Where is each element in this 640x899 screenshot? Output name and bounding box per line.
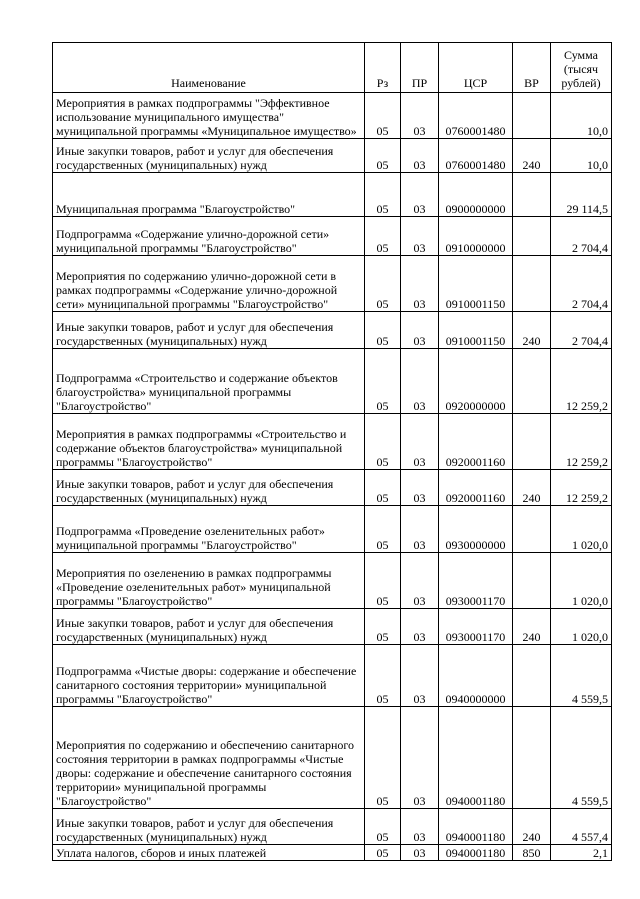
row-pr: 03 [401,609,439,645]
row-sum: 12 259,2 [551,349,612,414]
row-vr: 240 [513,809,551,845]
row-rz: 05 [365,609,401,645]
row-vr [513,645,551,707]
row-vr [513,217,551,256]
row-rz: 05 [365,217,401,256]
row-csr: 0940000000 [439,645,513,707]
row-rz: 05 [365,809,401,845]
row-pr: 03 [401,553,439,609]
row-sum: 2 704,4 [551,217,612,256]
row-rz: 05 [365,845,401,861]
row-sum: 12 259,2 [551,470,612,506]
table-row [53,414,612,470]
row-name: Мероприятия по озеленению в рамках подпрограммы «Проведение озеленительных работ» муниципальной программы "Благоустройство" [53,553,365,609]
row-name: Муниципальная программа "Благоустройство" [53,173,365,217]
row-sum: 2 704,4 [551,312,612,349]
row-rz: 05 [365,312,401,349]
row-rz: 05 [365,470,401,506]
table-row [53,553,612,609]
table-row [53,645,612,707]
row-name: Уплата налогов, сборов и иных платежей [53,845,365,861]
table-row [53,217,612,256]
row-csr: 0920001160 [439,414,513,470]
table-row [53,707,612,809]
row-csr: 0910000000 [439,217,513,256]
row-pr: 03 [401,845,439,861]
row-csr: 0910001150 [439,312,513,349]
row-rz: 05 [365,506,401,553]
row-vr: 240 [513,312,551,349]
table-row [53,256,612,312]
row-sum: 1 020,0 [551,609,612,645]
row-pr: 03 [401,173,439,217]
row-csr: 0760001480 [439,139,513,173]
row-rz: 05 [365,256,401,312]
budget-table [52,42,612,861]
row-csr: 0900000000 [439,173,513,217]
row-name: Подпрограмма «Чистые дворы: содержание и обеспечение санитарного состояния территории» муниципальной программы "Благоустройство" [53,645,365,707]
row-csr: 0910001150 [439,256,513,312]
row-csr: 0930001170 [439,553,513,609]
row-csr: 0930001170 [439,609,513,645]
table-row [53,506,612,553]
table-row [53,845,612,861]
row-vr [513,349,551,414]
row-sum: 4 559,5 [551,707,612,809]
row-name: Иные закупки товаров, работ и услуг для обеспечения государственных (муниципальных) нужд [53,470,365,506]
row-rz: 05 [365,645,401,707]
row-pr: 03 [401,256,439,312]
row-vr: 240 [513,139,551,173]
table-row [53,173,612,217]
col-header-vr: ВР [513,43,551,93]
table-row [53,609,612,645]
row-pr: 03 [401,645,439,707]
row-sum: 2 704,4 [551,256,612,312]
row-sum: 12 259,2 [551,414,612,470]
table-row [53,349,612,414]
row-csr: 0940001180 [439,845,513,861]
row-name: Подпрограмма «Строительство и содержание объектов благоустройства» муниципальной программы "Благоустройство" [53,349,365,414]
row-vr [513,553,551,609]
row-rz: 05 [365,173,401,217]
row-sum: 4 559,5 [551,645,612,707]
row-csr: 0920001160 [439,470,513,506]
row-vr [513,256,551,312]
col-header-sum: Сумма (тысяч рублей) [551,43,612,93]
row-csr: 0930000000 [439,506,513,553]
table-row [53,809,612,845]
row-sum: 10,0 [551,93,612,139]
row-rz: 05 [365,414,401,470]
col-header-pr: ПР [401,43,439,93]
row-sum: 29 114,5 [551,173,612,217]
row-name: Иные закупки товаров, работ и услуг для обеспечения государственных (муниципальных) нужд [53,609,365,645]
col-header-csr: ЦСР [439,43,513,93]
row-pr: 03 [401,93,439,139]
row-name: Мероприятия по содержанию улично-дорожной сети в рамках подпрограммы «Содержание улично-дорожной сети» муниципальной программы "Благоустройство" [53,256,365,312]
row-vr: 850 [513,845,551,861]
row-sum: 1 020,0 [551,506,612,553]
row-pr: 03 [401,312,439,349]
row-name: Мероприятия по содержанию и обеспечению санитарного состояния территории в рамках подпрограммы «Чистые дворы: содержание и обеспечение санитарного состояния территории» муниципальной программы "Благоустройство" [53,707,365,809]
header-row [53,43,612,93]
row-sum: 4 557,4 [551,809,612,845]
row-sum: 2,1 [551,845,612,861]
row-csr: 0940001180 [439,707,513,809]
row-csr: 0940001180 [439,809,513,845]
row-pr: 03 [401,217,439,256]
row-vr [513,707,551,809]
row-rz: 05 [365,707,401,809]
col-header-name: Наименование [53,43,365,93]
row-pr: 03 [401,809,439,845]
row-rz: 05 [365,93,401,139]
row-pr: 03 [401,414,439,470]
row-name: Мероприятия в рамках подпрограммы "Эффективное использование муниципального имущества" муниципальной программы «Муниципальное имущество» [53,93,365,139]
table-row [53,139,612,173]
row-csr: 0760001480 [439,93,513,139]
row-rz: 05 [365,553,401,609]
row-csr: 0920000000 [439,349,513,414]
row-rz: 05 [365,139,401,173]
row-name: Иные закупки товаров, работ и услуг для обеспечения государственных (муниципальных) нужд [53,809,365,845]
row-vr [513,414,551,470]
row-name: Мероприятия в рамках подпрограммы «Строительство и содержание объектов благоустройства» муниципальной программы "Благоустройство" [53,414,365,470]
row-vr [513,173,551,217]
row-sum: 10,0 [551,139,612,173]
row-vr [513,93,551,139]
row-name: Подпрограмма «Содержание улично-дорожной сети» муниципальной программы "Благоустройство" [53,217,365,256]
row-name: Иные закупки товаров, работ и услуг для обеспечения государственных (муниципальных) нужд [53,139,365,173]
row-sum: 1 020,0 [551,553,612,609]
row-rz: 05 [365,349,401,414]
row-pr: 03 [401,139,439,173]
row-pr: 03 [401,506,439,553]
row-vr [513,506,551,553]
table-row [53,312,612,349]
row-name: Подпрограмма «Проведение озеленительных работ» муниципальной программы "Благоустройство" [53,506,365,553]
row-pr: 03 [401,470,439,506]
col-header-rz: Рз [365,43,401,93]
table-row [53,93,612,139]
row-pr: 03 [401,349,439,414]
table-row [53,470,612,506]
row-name: Иные закупки товаров, работ и услуг для обеспечения государственных (муниципальных) нужд [53,312,365,349]
row-vr: 240 [513,609,551,645]
row-vr: 240 [513,470,551,506]
row-pr: 03 [401,707,439,809]
